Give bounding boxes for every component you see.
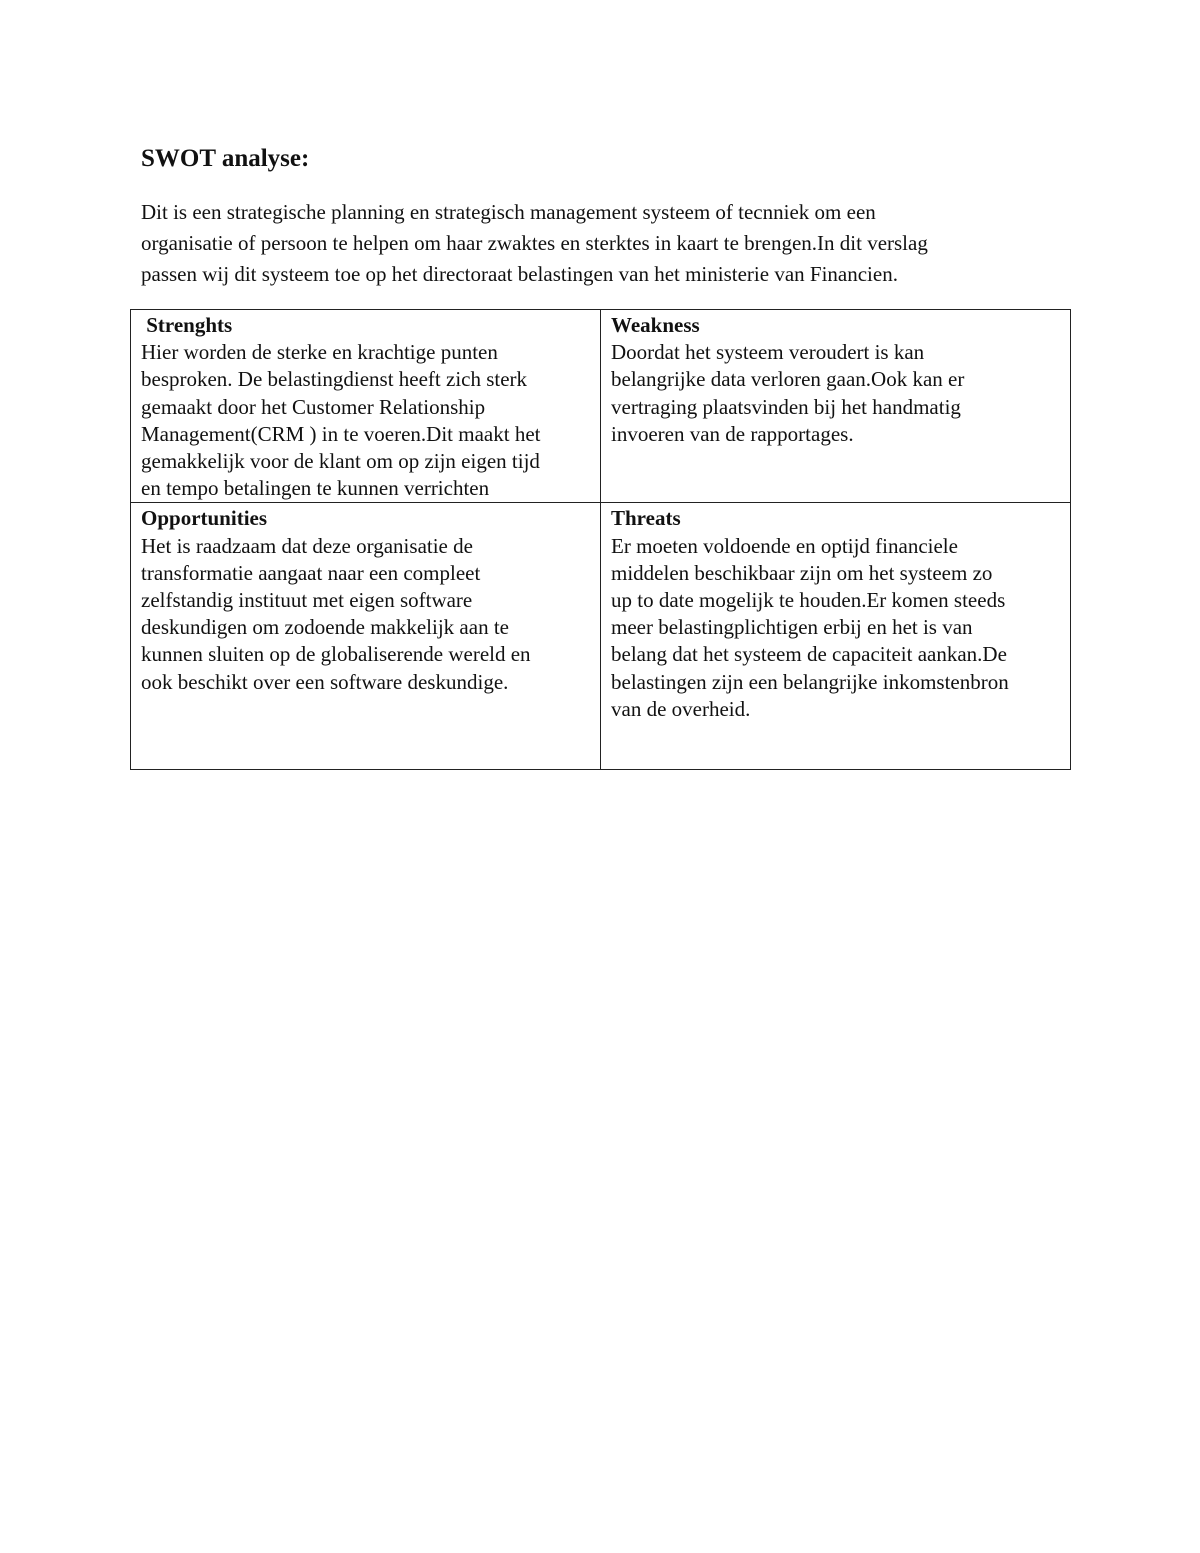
- weakness-line: vertraging plaatsvinden bij het handmatig: [611, 394, 961, 419]
- threats-heading: Threats: [611, 506, 681, 531]
- strengths-cell: [131, 310, 601, 503]
- strengths-line: gemaakt door het Customer Relationship: [141, 394, 486, 419]
- opportunities-line: zelfstandig instituut met eigen software: [141, 588, 473, 613]
- intro-line: organisatie of persoon te helpen om haar zwaktes en sterktes in kaart te brengen.In dit verslag: [141, 231, 928, 255]
- threats-line: middelen beschikbaar zijn om het systeem zo: [611, 560, 993, 585]
- strengths-line: besproken. De belastingdienst heeft zich sterk: [141, 367, 528, 392]
- weakness-cell: [601, 310, 1071, 503]
- threats-line: belang dat het systeem de capaciteit aankan.De: [611, 642, 1007, 667]
- strengths-line: gemakkelijk voor de klant om op zijn eigen tijd: [141, 449, 540, 474]
- intro-paragraph: [141, 197, 1081, 290]
- threats-line: meer belastingplichtigen erbij en het is van: [611, 615, 973, 640]
- document-title: SWOT analyse:: [141, 145, 310, 172]
- opportunities-line: ook beschikt over een software deskundige.: [141, 669, 509, 694]
- weakness-line: invoeren van de rapportages.: [611, 421, 854, 446]
- intro-line: Dit is een strategische planning en strategisch management systeem of tecnniek om een: [141, 200, 876, 224]
- threats-line: Er moeten voldoende en optijd financiele: [611, 533, 958, 558]
- threats-line: up to date mogelijk te houden.Er komen steeds: [611, 588, 1006, 613]
- weakness-line: Doordat het systeem veroudert is kan: [611, 340, 925, 365]
- strengths-line: Hier worden de sterke en krachtige punten: [141, 340, 498, 365]
- swot-table: [130, 309, 1071, 770]
- strengths-line: Management(CRM ) in te voeren.Dit maakt het: [141, 421, 541, 446]
- strengths-heading: Strenghts: [141, 313, 233, 337]
- weakness-heading: Weakness: [611, 313, 700, 337]
- opportunities-heading: Opportunities: [141, 506, 268, 531]
- opportunities-cell: [131, 503, 601, 770]
- threats-line: belastingen zijn een belangrijke inkomstenbron: [611, 669, 1009, 694]
- swot-row-top: [131, 310, 1071, 503]
- opportunities-line: Het is raadzaam dat deze organisatie de: [141, 533, 473, 558]
- intro-line: passen wij dit systeem toe op het directoraat belastingen van het ministerie van Financien.: [141, 262, 898, 286]
- opportunities-line: transformatie aangaat naar een compleet: [141, 560, 481, 585]
- opportunities-line: kunnen sluiten op de globaliserende wereld en: [141, 642, 531, 667]
- weakness-line: belangrijke data verloren gaan.Ook kan er: [611, 367, 965, 392]
- strengths-line: en tempo betalingen te kunnen verrichten: [141, 476, 490, 501]
- threats-cell: [601, 503, 1071, 770]
- threats-line: van de overheid.: [611, 696, 751, 721]
- opportunities-line: deskundigen om zodoende makkelijk aan te: [141, 615, 509, 640]
- swot-row-bottom: [131, 503, 1071, 770]
